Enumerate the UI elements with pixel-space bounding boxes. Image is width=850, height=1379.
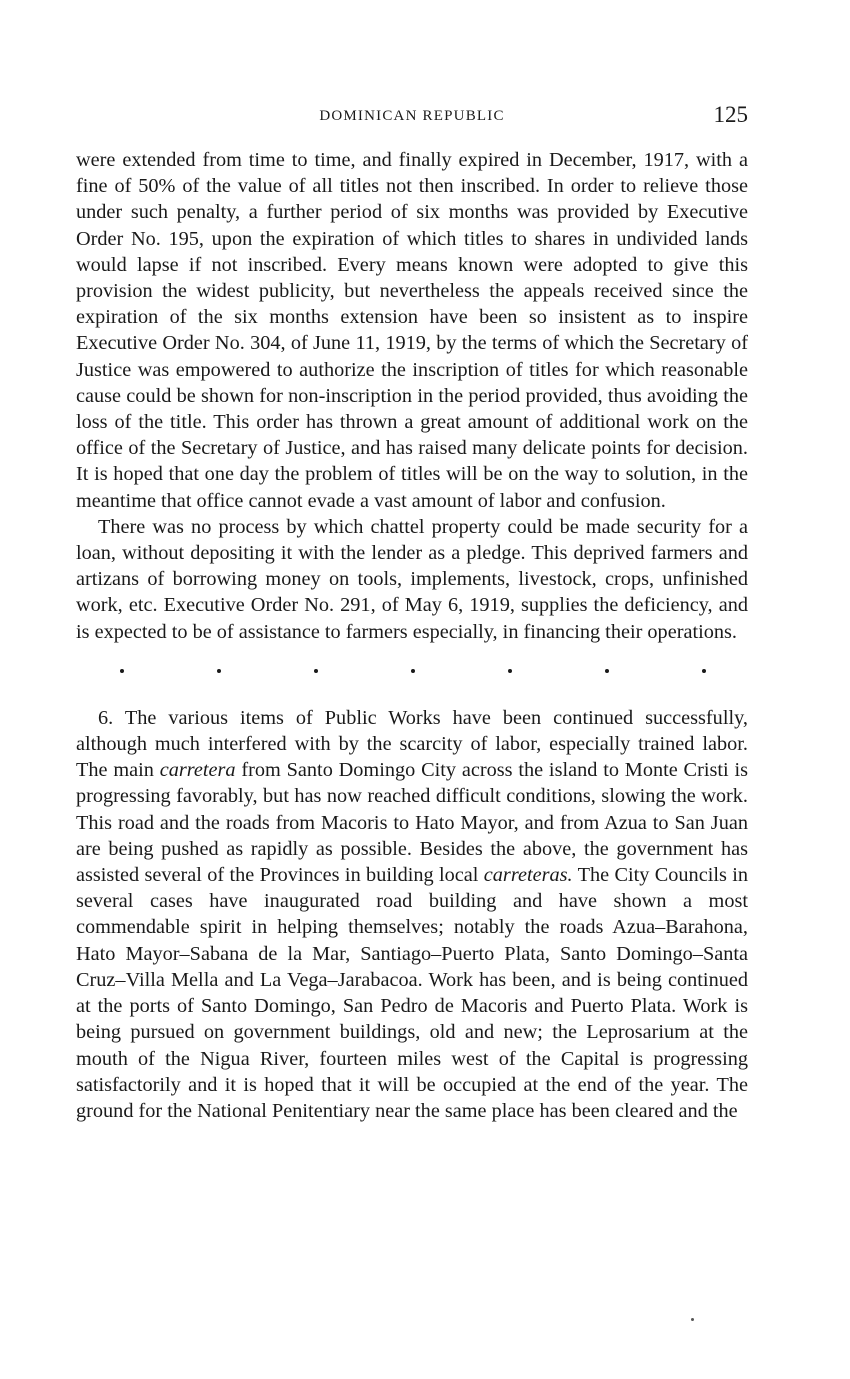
scan-speck: [691, 1318, 694, 1321]
ellipsis-dot: [217, 669, 221, 673]
paragraph-public-works: [76, 705, 748, 1124]
text-run: from Santo Domingo City across the island to Monte Cristi is progressing favorably, but has now reached difficult conditions, slowing the work. This road and the roads from Macoris to Hato Mayor, and from Azua to San Juan are being pushed as rapidly as possible. Besides the above, the government has assisted several of the Provinces in building local: [76, 759, 748, 887]
running-head: [76, 100, 748, 136]
ellipsis-dot: [411, 669, 415, 673]
ellipsis-dot: [120, 669, 124, 673]
text-run: The City Councils in several cases have inaugurated road building and have shown a most commendable spirit in helping themselves; notably the roads Azua–Barahona, Hato Mayor–Sabana de la Mar, Santiago–Puerto Plata, Santo Domingo–Santa Cruz–Villa Mella and La Vega–Jarabacoa. Work has been, and is being continued at the ports of Santo Domingo, San Pedro de Macoris and Puerto Plata. Work is being pursued on government buildings, old and new; the Leprosarium at the mouth of the Nigua River, fourteen miles west of the Capital is progressing satisfactorily and it is hoped that it will be occupied at the end of the year. The ground for the National Penitentiary near the same place has been cleared and the: [76, 864, 748, 1122]
text-run: 6. The various items of Public Works have been continued successfully, although much interfered with by the scarcity of labor, especially trained labor. The main: [76, 706, 748, 782]
ellipsis-dot: [508, 669, 512, 673]
document-page: [76, 100, 748, 1124]
ellipsis-dot: [702, 669, 706, 673]
italic-term-carretera: carretera: [159, 759, 236, 782]
italic-term-carreteras: carreteras.: [483, 864, 573, 887]
running-title: DOMINICAN REPUBLIC: [319, 108, 505, 124]
ellipsis-dot: [605, 669, 609, 673]
page-number: 125: [713, 102, 748, 127]
paragraph-land-titles: were extended from time to time, and finally expired in December, 1917, with a fine of 50% of the value of all titles not then inscribed. In order to relieve those under such penalty, a further period of six months was provided by Executive Order No. 195, upon the expiration of which titles to shares in undivided lands would lapse if not inscribed. Every means known were adopted to give this provision the widest publicity, but nevertheless the appeals received since the expiration of the six months extension have been so insistent as to inspire Executive Order No. 304, of June 11, 1919, by the terms of which the Secretary of Justice was empowered to authorize the inscription of titles for which reasonable cause could be shown for non-inscription in the period provided, thus avoiding the loss of the title. This order has thrown a great amount of additional work on the office of the Secretary of Justice, and has raised many delicate points for decision. It is hoped that one day the problem of titles will be on the way to solution, in the meantime that office cannot evade a vast amount of labor and confusion.: [76, 149, 748, 512]
section-ellipsis-divider: [76, 659, 748, 679]
paragraph-chattel-property: There was no process by which chattel property could be made security for a loan, without depositing it with the lender as a pledge. This deprived farmers and artizans of borrowing money on tools, implements, livestock, crops, unfinished work, etc. Executive Order No. 291, of May 6, 1919, supplies the deficiency, and is expected to be of assistance to farmers especially, in financing their operations.: [76, 515, 748, 643]
ellipsis-dot: [314, 669, 318, 673]
